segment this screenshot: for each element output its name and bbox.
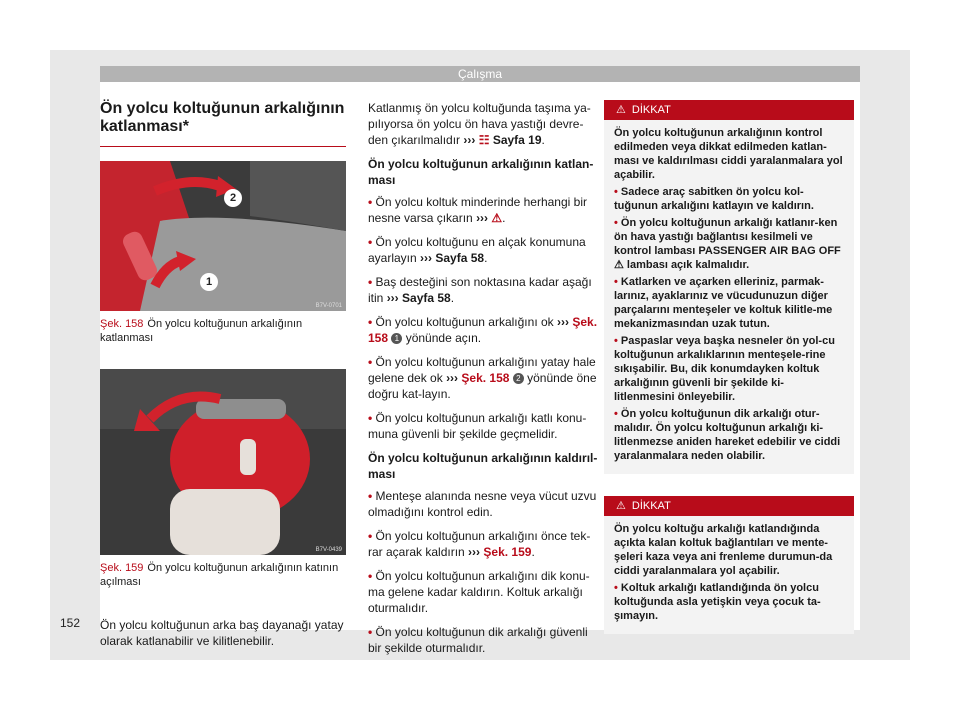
page-number: 152 [60,616,81,630]
figure-ref: Şek. 158 [368,315,598,345]
left-column [100,82,346,649]
callout-1: 1 [200,273,218,291]
figure-code: B7V-0701 [315,303,342,309]
middle-column [368,100,600,664]
figure-158 [100,161,346,311]
figure-ref: Şek. 158 [461,371,510,385]
callout-2: 2 [224,189,242,207]
subheading-raise: Ön yolcu koltuğunun arkalığının kaldırıl-ması [368,451,598,481]
caption-text: Ön yolcu koltuğunun arkalığının katlanması [100,318,303,344]
intro-text: Katlanmış ön yolcu koltuğunda taşıma ya-pılıyorsa ön yolcu ön hava yastığı devre-den çıkarılmalıdır [368,101,591,147]
warning-intro: Ön yolcu koltuğu arkalığı katlandığında açıkta kalan koltuk bağlantıları ve mente-şeleri kaza veya ani frenleme durumun-da ciddi yaralanmalara yol açabilir. [614,523,833,577]
warning-item: • Ön yolcu koltuğunun arkalığı katlanır-ken ön hava yastığı bağlantısı kesilmeli ve kontrol lambası PASSENGER AIR BAG OFF ⚠ lambası açık kalmalıdır. [614,217,841,271]
warning-intro: Ön yolcu koltuğunun arkalığının kontrol edilmeden veya dikkat edilmeden katlan-ması ve kaldırılması ciddi yaralanmalara yol açabilir. [614,127,843,181]
number-badge: 1 [391,333,402,344]
right-column [604,100,854,644]
list-item: • Ön yolcu koltuğunu en alçak konumuna ayarlayın ››› Sayfa 58. [368,235,586,265]
warning-header: ⚠ DİKKAT [604,496,854,516]
intro-ref: Sayfa 19 [492,133,542,147]
warning-header: ⚠ DİKKAT [604,100,854,120]
list-item: • Ön yolcu koltuk minderinde herhangi bir nesne varsa çıkarın ››› ⚠. [368,195,587,225]
list-item: • Ön yolcu koltuğunun arkalığını ok ››› Şek. 158 1 yönünde açın. [368,315,598,345]
figure-159 [100,369,346,555]
page-ref: Sayfa 58 [402,291,451,305]
list-item: • Ön yolcu koltuğunun arkalığını yatay hale gelene dek ok ››› Şek. 158 2 yönünde öne doğru kat-layın. [368,355,597,401]
subheading-fold: Ön yolcu koltuğunun arkalığının katlan-ması [368,157,594,187]
list-item: • Ön yolcu koltuğunun arkalığını önce tek-rar açarak kaldırın ››› Şek. 159. [368,529,591,559]
warning-triangle-icon: ⚠ [491,211,503,225]
warning-item: • Koltuk arkalığı katlandığında ön yolcu koltuğunda asla yetişkin veya çocuk ta-şımayın. [614,582,821,622]
headrest-unlock-illustration [100,369,346,555]
figure-159-caption [100,561,346,589]
warning-box [604,496,854,634]
warning-body [604,516,854,634]
figure-ref: Şek. 159 [483,545,532,559]
figure-158-caption [100,317,346,345]
warning-box [604,100,854,474]
figure-label: Şek. 159 [100,562,144,574]
section-title: Ön yolcu koltuğunun arkalığının katlanması* [100,100,346,147]
warning-triangle-icon: ⚠ [616,500,626,512]
caption-text: Ön yolcu koltuğunun arkalığının katının açılması [100,562,339,588]
list-item: • Ön yolcu koltuğunun arkalığı katlı konu-muna güvenli bir şekilde geçmelidir. [368,411,587,441]
book-icon: ☷ [478,133,490,147]
list-item: • Ön yolcu koltuğunun dik arkalığı güvenli bir şekilde oturmalıdır. [368,625,588,655]
list-item: • Ön yolcu koltuğunun arkalığını dik konu-ma gelene kadar kaldırın. Koltuk arkalığı oturmalıdır. [368,569,590,615]
seat-hinge-illustration [100,161,346,311]
warning-item: • Paspaslar veya başka nesneler ön yol-cu koltuğunun arkalıklarının menteşele-rine sıkışabilir. Bu, dik konumdayken koltuk arkalığının güvenli bir şekilde ki-litlenmesini önleyebilir. [614,335,835,403]
list-item: • Baş desteğini son noktasına kadar aşağı itin ››› Sayfa 58. [368,275,592,305]
number-badge: 2 [513,373,524,384]
warning-item: • Sadece araç sabitken ön yolcu kol-tuğunun arkalığını katlayın ve kaldırın. [614,186,814,212]
figure-code: B7V-0439 [315,547,342,553]
warning-item: • Katlarken ve açarken elleriniz, parmak-larınız, ayaklarınız ve vücudunuzun diğer parçalarını menteşeler ve koltuk kilitle-me mekanizmasından uzak tutun. [614,276,833,330]
page-ref: Sayfa 58 [435,251,485,265]
intro-paragraph: Katlanmış ön yolcu koltuğunda taşıma ya-pılıyorsa ön yolcu ön hava yastığı devre-den çıkarılmalıdır ››› ☷ Sayfa 19. [368,101,591,147]
figure-label: Şek. 158 [100,318,144,330]
warning-item: • Ön yolcu koltuğunun dik arkalığı otur-malıdır. Ön yolcu koltuğunun arkalığı ki-litlenmezse aniden hareket edebilir ve ciddi yaralanmalara neden olabilir. [614,408,841,462]
chapter-header: Çalışma [100,66,860,82]
list-item: • Menteşe alanında nesne veya vücut uzvu olmadığını kontrol edin. [368,489,597,519]
body-text: Ön yolcu koltuğunun arka baş dayanağı yatay olarak katlanabilir ve kilitlenebilir. [100,618,344,648]
warning-body [604,120,854,474]
manual-page [100,82,860,655]
warning-triangle-icon: ⚠ [616,104,626,116]
